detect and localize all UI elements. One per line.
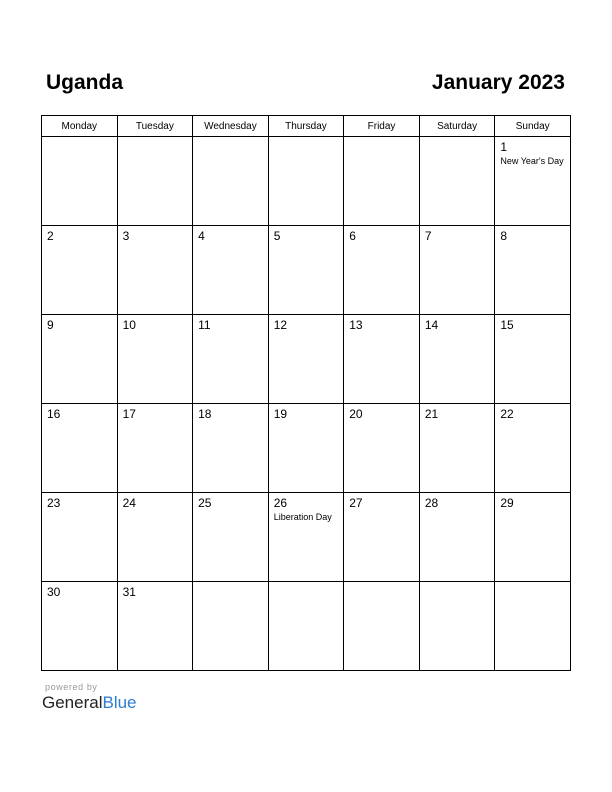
holiday-label: Liberation Day bbox=[273, 512, 332, 522]
day-number: 13 bbox=[349, 318, 363, 332]
day-cell bbox=[419, 137, 495, 226]
day-cell bbox=[344, 137, 420, 226]
day-cell bbox=[495, 582, 571, 671]
country-title: Uganda bbox=[46, 71, 124, 94]
day-number: 7 bbox=[424, 229, 432, 243]
day-number: 5 bbox=[273, 229, 281, 243]
day-number: 30 bbox=[47, 585, 61, 599]
day-number: 12 bbox=[273, 318, 288, 332]
day-number: 6 bbox=[349, 229, 356, 243]
logo-general-text: General bbox=[42, 693, 103, 712]
day-cell bbox=[419, 582, 495, 671]
day-number: 27 bbox=[349, 496, 363, 510]
day-number: 4 bbox=[198, 229, 205, 243]
day-cell[interactable] bbox=[42, 226, 118, 315]
day-cell[interactable] bbox=[268, 315, 344, 404]
weekday-header: Saturday bbox=[419, 116, 495, 137]
day-number: 26 bbox=[273, 496, 288, 510]
day-cell[interactable] bbox=[117, 404, 193, 493]
day-cell[interactable] bbox=[419, 226, 495, 315]
day-cell[interactable] bbox=[419, 404, 495, 493]
day-cell[interactable] bbox=[268, 493, 344, 582]
day-number: 8 bbox=[500, 229, 508, 243]
day-number: 21 bbox=[424, 407, 439, 421]
day-cell[interactable] bbox=[193, 404, 269, 493]
day-number: 9 bbox=[47, 318, 54, 332]
logo-blue-text: Blue bbox=[102, 693, 137, 712]
day-cell[interactable] bbox=[268, 404, 344, 493]
week-row bbox=[42, 226, 571, 315]
day-number: 18 bbox=[198, 407, 212, 421]
weekday-header-row bbox=[42, 116, 571, 137]
day-number: 11 bbox=[198, 318, 211, 332]
day-cell[interactable] bbox=[117, 315, 193, 404]
day-cell[interactable] bbox=[42, 404, 118, 493]
day-cell[interactable] bbox=[495, 137, 571, 226]
day-cell bbox=[344, 582, 420, 671]
day-cell[interactable] bbox=[344, 404, 420, 493]
day-cell[interactable] bbox=[42, 315, 118, 404]
day-cell bbox=[268, 137, 344, 226]
day-cell[interactable] bbox=[193, 315, 269, 404]
day-cell[interactable] bbox=[419, 493, 495, 582]
day-cell[interactable] bbox=[117, 226, 193, 315]
day-number: 24 bbox=[122, 496, 136, 510]
week-row bbox=[42, 137, 571, 226]
weekday-header: Monday bbox=[42, 116, 118, 137]
day-number: 14 bbox=[424, 318, 439, 332]
day-cell[interactable] bbox=[42, 582, 118, 671]
week-row bbox=[42, 493, 571, 582]
weekday-header: Tuesday bbox=[117, 116, 193, 137]
weekday-header: Friday bbox=[344, 116, 420, 137]
week-row bbox=[42, 582, 571, 671]
calendar-grid bbox=[41, 115, 571, 671]
day-cell bbox=[193, 582, 269, 671]
day-cell[interactable] bbox=[419, 315, 495, 404]
calendar-body bbox=[42, 137, 571, 671]
day-number: 28 bbox=[424, 496, 439, 510]
day-number: 23 bbox=[47, 496, 61, 510]
day-cell bbox=[193, 137, 269, 226]
week-row bbox=[42, 404, 571, 493]
weekday-header: Wednesday bbox=[193, 116, 269, 137]
day-cell[interactable] bbox=[495, 493, 571, 582]
day-cell bbox=[42, 137, 118, 226]
powered-by-label: powered by bbox=[45, 682, 98, 692]
day-number: 10 bbox=[122, 318, 136, 332]
month-title: January 2023 bbox=[431, 71, 565, 94]
day-cell[interactable] bbox=[117, 582, 193, 671]
day-number: 25 bbox=[198, 496, 212, 510]
day-cell[interactable] bbox=[495, 226, 571, 315]
holiday-label: New Year's Day bbox=[500, 156, 564, 166]
day-cell[interactable] bbox=[117, 493, 193, 582]
day-cell[interactable] bbox=[42, 493, 118, 582]
day-cell bbox=[268, 582, 344, 671]
day-number: 22 bbox=[500, 407, 514, 421]
day-cell[interactable] bbox=[193, 226, 269, 315]
weekday-header: Thursday bbox=[268, 116, 344, 137]
day-cell[interactable] bbox=[268, 226, 344, 315]
day-number: 31 bbox=[122, 585, 136, 599]
week-row bbox=[42, 315, 571, 404]
day-cell[interactable] bbox=[495, 404, 571, 493]
day-number: 29 bbox=[500, 496, 514, 510]
day-cell[interactable] bbox=[344, 226, 420, 315]
day-number: 15 bbox=[500, 318, 514, 332]
day-cell bbox=[117, 137, 193, 226]
weekday-header: Sunday bbox=[495, 116, 571, 137]
day-number: 19 bbox=[273, 407, 288, 421]
day-cell[interactable] bbox=[344, 493, 420, 582]
day-number: 20 bbox=[349, 407, 363, 421]
day-number: 1 bbox=[500, 140, 508, 154]
day-number: 16 bbox=[47, 407, 61, 421]
day-cell[interactable] bbox=[193, 493, 269, 582]
day-number: 2 bbox=[47, 229, 54, 243]
day-number: 3 bbox=[122, 229, 130, 243]
day-cell[interactable] bbox=[495, 315, 571, 404]
day-number: 17 bbox=[122, 407, 136, 421]
generalblue-logo[interactable] bbox=[42, 693, 137, 713]
day-cell[interactable] bbox=[344, 315, 420, 404]
